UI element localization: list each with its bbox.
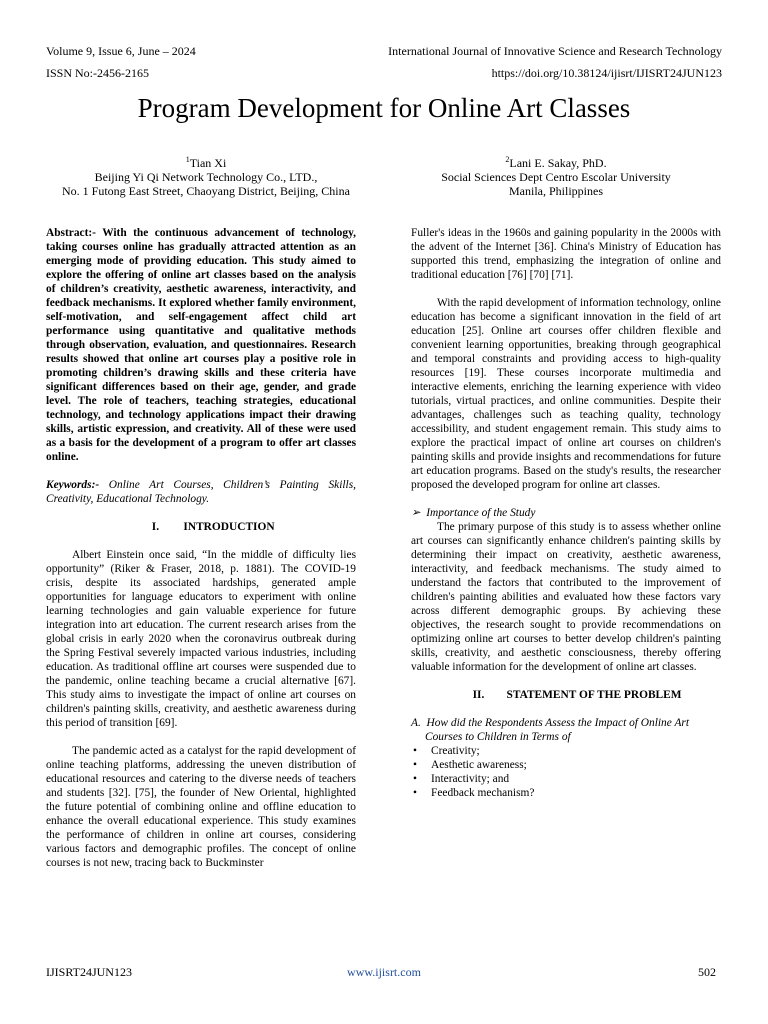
importance-paragraph: The primary purpose of this study is to assess whether online art courses can significantly enhance children's painting skills by determining their impact on creativity, aesthetic awareness, interactivity, and feedback mechanisms. The study aimed to understand the factors that contributed to the improvement of children's painting abilities and evaluated how these factors vary across different demographic groups. By achieving these objectives, the research sought to provide recommendations on optimizing online art courses to better develop children's painting skills, creativity, and aesthetic consciousness, thereby offering valuable information for the development of online art classes. [411, 521, 721, 673]
author-2-address: Manila, Philippines [509, 184, 603, 198]
arrow-bullet-icon: ➢ [411, 507, 421, 519]
section-number: I. [151, 521, 160, 533]
right-column [411, 226, 721, 800]
author-2-affiliation: Social Sciences Dept Centro Escolar University [441, 170, 671, 184]
list-item: • Aesthetic awareness; [411, 758, 721, 772]
author-1-affiliation: Beijing Yi Qi Network Technology Co., LTD., [94, 170, 318, 184]
keywords-text: Online Art Courses, Children’s Painting Skills, Creativity, Educational Technology. [46, 479, 356, 505]
subsection-title: How did the Respondents Assess the Impact of Online Art Courses to Children in Terms of [425, 717, 690, 743]
list-item: • Creativity; [411, 744, 721, 758]
paper-title: Program Development for Online Art Classes [137, 93, 631, 123]
importance-heading [411, 506, 721, 520]
footer-paper-id: IJISRT24JUN123 [46, 965, 132, 979]
author-block-2 [386, 153, 726, 198]
section-title: INTRODUCTION [183, 521, 275, 533]
abstract: Abstract:- With the continuous advancement of technology, taking courses online has gradually attracted attention as an emerging mode of providing education. This study aimed to explore the offering of online art classes based on the analysis of children’s creativity, aesthetic awareness, interactivity, and feedback mechanisms. It explored whether family environment, self-motivation, and self-engagement affect child art performance using quantitative and qualitative methods through observation, evaluation, and questionnaires. Research results showed that online art courses play a positive role in promoting children’s drawing skills and these criteria have significant differences based on their age, gender, and grade level. The role of teachers, teaching strategies, educational technology, and technology applications impact their drawing skills, artistic expression, and creativity. All of these were used as a basis for the development of a program to offer art classes online. [46, 227, 356, 463]
author-2-sup: 2 [505, 155, 510, 164]
author-block-1 [36, 153, 376, 198]
header-row-bottom [46, 66, 722, 81]
left-column [46, 226, 356, 870]
keywords [46, 478, 356, 506]
intro-paragraph-1: Albert Einstein once said, “In the middle of difficulty lies opportunity” (Riker & Fraser, 2018, p. 1881). The COVID-19 crisis, despite its associated hardships, generated ample opportunities for language educators to experiment with online learning technologies and gain valuable experience for future integration into art education. The current research arises from the global crisis in early 2020 when the coronavirus outbreak during the Spring Festival severely impacted various industries, including education. As traditional offline art courses were suspended due to the pandemic, online teaching became a crucial alternative [67]. This study aims to investigate the impact of online art courses on children's painting skills, creativity, and aesthetic awareness during this period of transition [69]. [46, 549, 356, 729]
intro-paragraph-2: The pandemic acted as a catalyst for the rapid development of online teaching platforms, addressing the uneven distribution of educational resources and catering to the diverse needs of teachers and students [32]. [75], the founder of New Oriental, highlighted the future potential of combining online and offline education to enhance the overall educational experience. This study examines the performance of children in online art courses, considering various factors and demographic profiles. The concept of online courses is not new, tracing back to Buckminster [46, 745, 356, 869]
volume-info: Volume 9, Issue 6, June – 2024 [46, 44, 196, 58]
subsection-heading [411, 716, 721, 744]
importance-heading-text: Importance of the Study [426, 507, 536, 519]
subsection-label: A. [411, 717, 421, 729]
doi-link[interactable]: https://doi.org/10.38124/ijisrt/IJISRT24JUN123 [491, 66, 722, 80]
author-1-sup: 1 [185, 155, 190, 164]
section-title: STATEMENT OF THE PROBLEM [506, 689, 682, 701]
author-1-name: Tian Xi [189, 156, 227, 170]
intro-paragraph-3: With the rapid development of information technology, online education has become a significant innovation in the field of art education [25]. Online art courses offer children flexible and convenient learning opportunities, breaking through geographical and temporal constraints and providing access to high-quality resources [19]. These courses incorporate multimedia and interactive elements, enriching the learning experience with video tutorials, virtual practices, and online communities. Despite their advantages, challenges such as teaching quality, technology accessibility, and student engagement remain. This study aims to explore the practical impact of online art courses on children's painting skills and provide insights and recommendations for future art education programs. Based on the study's results, the researcher proposed the developed program for online art classes. [411, 297, 721, 491]
list-item: • Feedback mechanism? [411, 786, 721, 800]
list-item: • Interactivity; and [411, 772, 721, 786]
problem-list [411, 744, 721, 800]
issn: ISSN No:-2456-2165 [46, 66, 150, 80]
section-heading-introduction [46, 520, 356, 534]
author-1-address: No. 1 Futong East Street, Chaoyang District, Beijing, China [62, 184, 350, 198]
journal-name: International Journal of Innovative Science and Research Technology [388, 44, 722, 58]
section-number: II. [472, 689, 485, 701]
section-heading-problem [411, 688, 721, 702]
keywords-label: Keywords:- [46, 479, 100, 491]
author-2-name: Lani E. Sakay, PhD. [509, 156, 607, 170]
header-row-top [46, 44, 722, 59]
intro-paragraph-2-continued: Fuller's ideas in the 1960s and gaining popularity in the 2000s with the advent of the Internet [36]. China's Ministry of Education has supported this trend, emphasizing the integration of online and traditional education [76] [70] [71]. [411, 227, 721, 281]
footer-website-link[interactable]: www.ijisrt.com [347, 965, 421, 979]
page-number: 502 [698, 965, 716, 979]
